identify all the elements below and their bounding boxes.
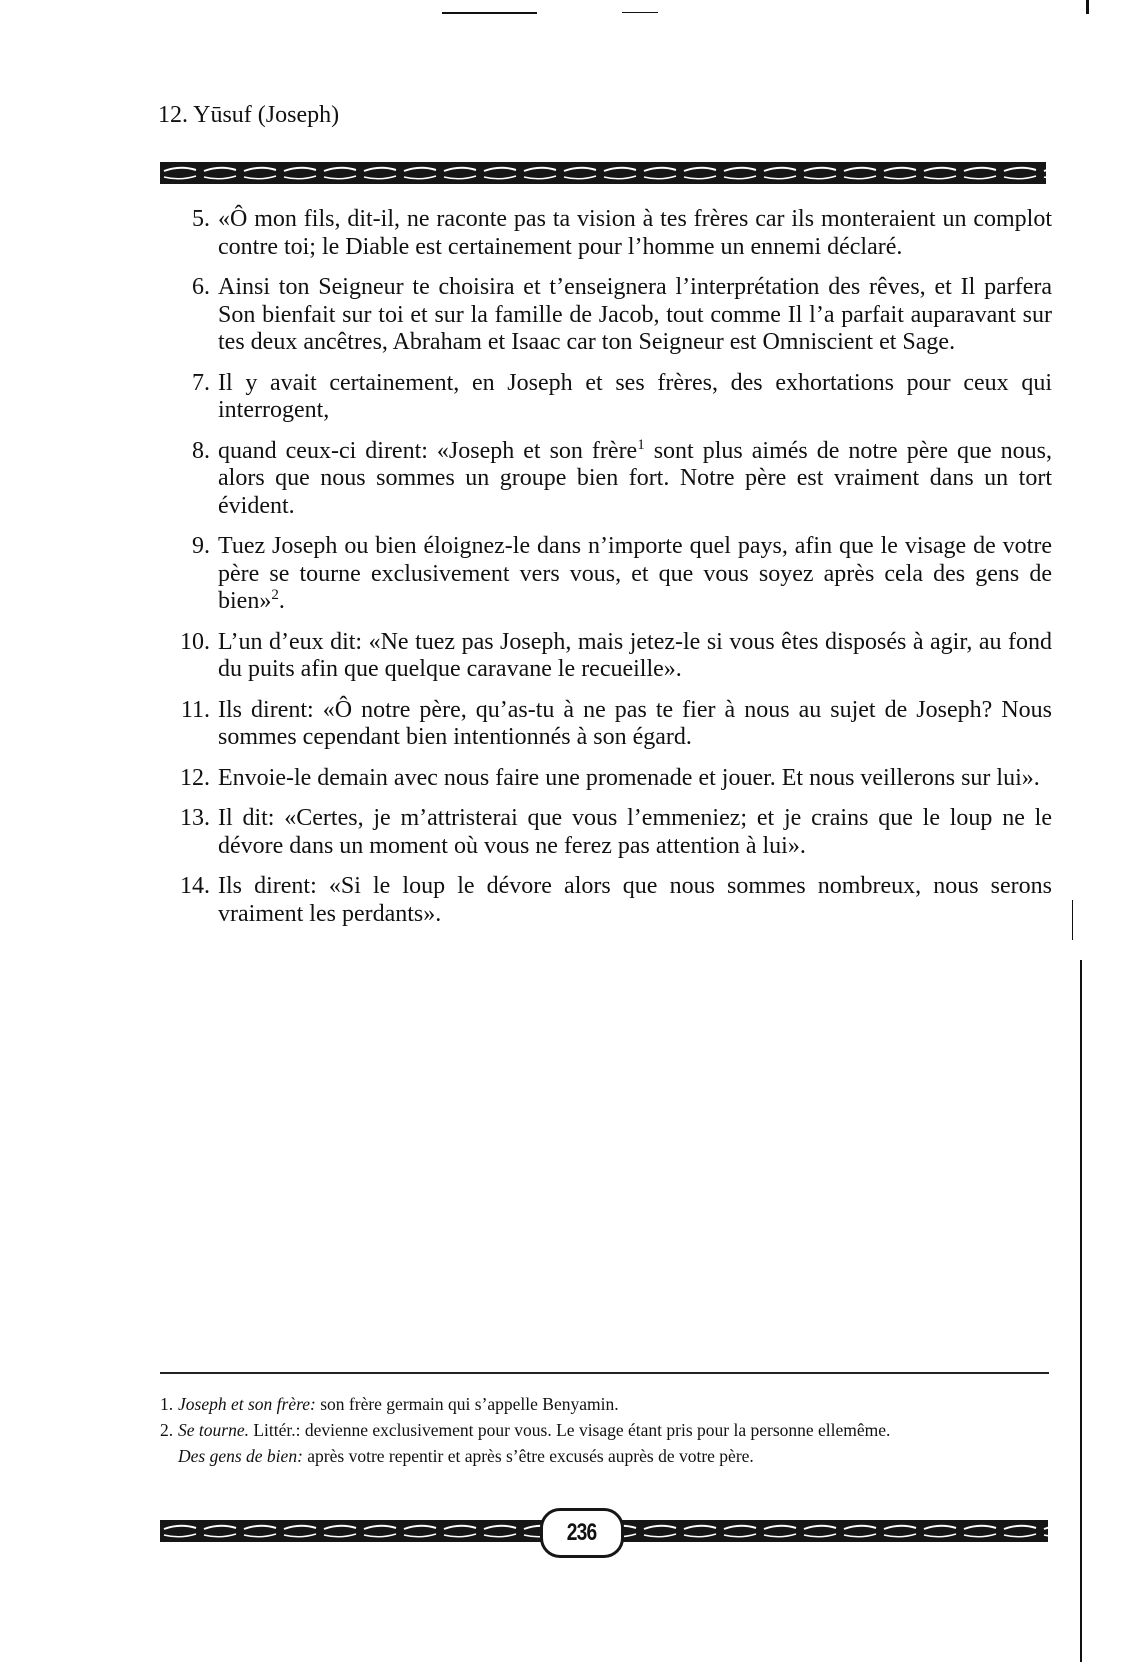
footnote-term: Joseph et son frère: [178, 1394, 316, 1414]
verse [158, 274, 1052, 357]
verse-number: 13. [180, 805, 210, 831]
page-number: 236 [567, 1519, 597, 1546]
footnote-body [178, 1420, 1048, 1441]
verse-text-part: quand ceux-ci dirent: «Joseph et son frère [218, 437, 638, 464]
verse-text: «Ô mon fils, dit-il, ne raconte pas ta vision à tes frères car ils monteraient un complot contre toi; le Diable est certainement pour l’homme un ennemi déclaré. [218, 206, 1052, 260]
footnote-ref: 1 [637, 436, 645, 453]
verse-number: 9. [192, 533, 210, 559]
verse-text [218, 533, 1052, 616]
footnote-ref: 2 [271, 587, 279, 603]
verse [158, 438, 1052, 521]
verse-text: Ils dirent: «Ô notre père, qu’as-tu à ne pas te fier à nous au sujet de Joseph? Nous sommes cependant bien intentionnés à son égard. [218, 696, 1052, 750]
verse-number: 14. [180, 873, 210, 899]
footnote-body [178, 1394, 1048, 1415]
verse-text [218, 438, 1052, 521]
verse [158, 533, 1052, 616]
scan-edge-mark [1072, 900, 1073, 940]
verse-text-part: sont plus aimés de notre père que nous, alors que nous sommes un groupe bien fort. Notre père est vraiment dans un tort évident. [218, 437, 1052, 519]
verse-number: 8. [192, 437, 210, 464]
footnote-text: son frère germain qui s’appelle Benyamin. [315, 1394, 619, 1414]
verse-number: 7. [192, 369, 210, 396]
verse [158, 206, 1052, 261]
footnote-divider [160, 1372, 1049, 1374]
verse [158, 873, 1052, 928]
scan-edge-mark [1080, 960, 1082, 1662]
verse [158, 629, 1052, 684]
footnote-term: Des gens de bien: [178, 1446, 303, 1466]
verse-text: Envoie-le demain avec nous faire une promenade et jouer. Et nous veillerons sur lui». [218, 764, 1040, 791]
footnote [160, 1394, 1048, 1415]
verse [158, 765, 1052, 793]
scan-edge-mark [442, 12, 537, 14]
verse-number: 6. [192, 274, 210, 300]
footnotes [160, 1394, 1048, 1467]
verse-list [158, 206, 1052, 941]
page-header: 12. Yūsuf (Joseph) [158, 102, 340, 128]
scan-edge-mark [622, 12, 658, 13]
verse-text: L’un d’eux dit: «Ne tuez pas Joseph, mais jetez-le si vous êtes disposés à agir, au fond du puits afin que quelque caravane le recueille». [218, 628, 1052, 682]
verse-number: 10. [180, 628, 210, 655]
footnote-text: après votre repentir et après s’être excusés auprès de votre père. [302, 1446, 754, 1466]
chain-ornament [160, 162, 1046, 184]
verse-text: Il y avait certainement, en Joseph et ses frères, des exhortations pour ceux qui interrogent, [218, 369, 1052, 423]
page-number-badge [540, 1508, 624, 1558]
verse-text: Il dit: «Certes, je m’attristerai que vous l’emmeniez; et je crains que le loup ne le dévore dans un moment où vous ne ferez pas attention à lui». [218, 805, 1052, 859]
footnote-text: Littér.: devienne exclusivement pour vous. Le visage étant pris pour la personne ellemême. [248, 1420, 891, 1440]
verse-text: Ainsi ton Seigneur te choisira et t’enseignera l’interprétation des rêves, et Il parfera Son bienfait sur toi et sur la famille de Jacob, tout comme Il l’a parfait auparavant sur tes deux ancêtres, Abraham et Isaac car ton Seigneur est Omniscient et Sage. [218, 274, 1052, 355]
footnote-term: Se tourne. [178, 1420, 249, 1440]
verse [158, 697, 1052, 752]
verse-text-part: Tuez Joseph ou bien éloignez-le dans n’importe quel pays, afin que le visage de votre père se tourne exclusivement vers vous, et que vous soyez après cela des gens de bien» [218, 533, 1052, 614]
verse-text-part: . [278, 588, 285, 614]
verse-number: 5. [192, 206, 210, 232]
footnote-number: 2. [160, 1420, 174, 1440]
footnote-continuation [160, 1446, 1048, 1467]
top-ornament-band [160, 162, 1046, 184]
footnote-number: 1. [160, 1394, 174, 1414]
verse-number: 11. [180, 696, 210, 723]
verse [158, 370, 1052, 425]
verse-text: Ils dirent: «Si le loup le dévore alors que nous sommes nombreux, nous serons vraiment les perdants». [218, 873, 1052, 927]
verse [158, 805, 1052, 860]
footnote [160, 1420, 1048, 1441]
verse-number: 12. [180, 764, 210, 791]
scan-edge-mark [1086, 0, 1089, 14]
